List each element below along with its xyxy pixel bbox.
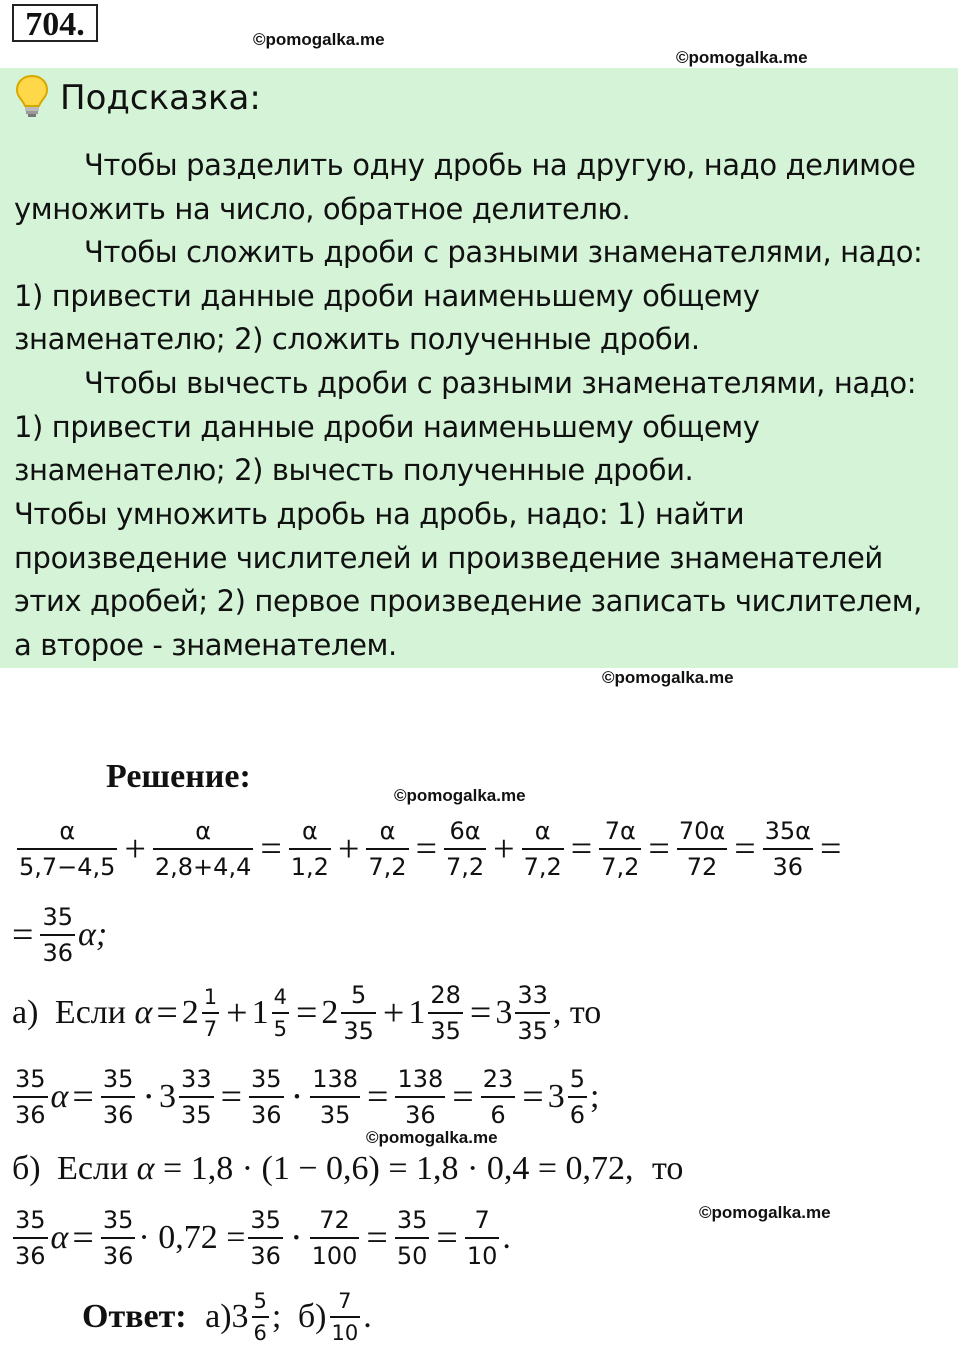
- fraction: $\frac{35}{36}$: [250, 1206, 281, 1270]
- fraction: $\frac{33}{35}$: [517, 981, 548, 1045]
- hint-title: Подсказка:: [60, 78, 261, 118]
- fraction: $\frac{23}{6}$: [482, 1065, 514, 1129]
- solution-line-2: = $\frac{35}{36}$ α;: [12, 903, 108, 967]
- fraction: $\frac{35}{50}$: [396, 1206, 428, 1270]
- fraction: $\frac{\alpha}{7,2}$: [523, 817, 562, 881]
- hint-line: 1) привести данные дроби наименьшему общему: [14, 410, 760, 444]
- fraction: $\frac{1}{7}$: [203, 985, 218, 1041]
- hint-line: Чтобы умножить дробь на дробь, надо: 1) найти: [14, 497, 745, 531]
- fraction: $\frac{5}{6}$: [569, 1065, 585, 1129]
- fraction: $\frac{35}{36}$: [102, 1206, 134, 1270]
- answer: Ответ: а)3 $\frac{5}{6}$ ; б) $\frac{7}{10}$ .: [82, 1289, 372, 1345]
- fraction: $\frac{\alpha}{2,8+4,4}$: [154, 817, 252, 881]
- fraction: $\frac{5}{6}$: [253, 1289, 267, 1345]
- hint-line: Чтобы вычесть дроби с разными знаменателями, надо:: [84, 366, 917, 400]
- watermark: ©pomogalka.me: [366, 1128, 498, 1147]
- hint-line: умножить на число, обратное делителю.: [14, 192, 631, 226]
- part-a-condition: а) Если α = 2 $\frac{1}{7}$ + 1 $\frac{4}{5}$ = 2 $\frac{5}{35}$ + 1 $\frac{28}{35}$ = 3 $\frac{33}{35}$ , то: [12, 981, 602, 1045]
- fraction: $\frac{72}{100}$: [311, 1206, 358, 1270]
- lightbulb-icon: [14, 74, 50, 118]
- hint-line: Чтобы сложить дроби с разными знаменателями, надо:: [84, 235, 923, 269]
- solution-title: Решение:: [106, 758, 251, 795]
- fraction: $\frac{4}{5}$: [273, 985, 287, 1041]
- fraction: $\frac{\alpha}{5,7-4,5}$: [19, 817, 116, 881]
- fraction: $\frac{138}{36}$: [397, 1065, 444, 1129]
- part-b-condition: б) Если α = 1,8 · (1 − 0,6) = 1,8 · 0,4 = 0,72, то: [12, 1150, 684, 1188]
- fraction: $\frac{7}{10}$: [466, 1206, 498, 1270]
- watermark: ©pomogalka.me: [699, 1203, 831, 1222]
- part-a-calculation: $\frac{35}{36}$ α = $\frac{35}{36}$ · 3 $\frac{33}{35}$ = $\frac{35}{36}$ · $\frac{138}{35}$ = $\frac{138}{36}$ = $\frac{23}{6}$ = 3 $\frac{5}{6}$ ;: [15, 1065, 600, 1129]
- fraction: $\frac{\alpha}{7,2}$: [368, 817, 407, 881]
- fraction: $\frac{35}{36}$: [42, 903, 73, 967]
- hint-line: произведение числителей и произведение знаменателей: [14, 541, 883, 575]
- fraction: $\frac{6\alpha}{7,2}$: [446, 817, 485, 881]
- fraction: $\frac{\alpha}{1,2}$: [290, 817, 329, 881]
- solution-line-1: $\frac{\alpha}{5,7-4,5}$ + $\frac{\alpha}{2,8+4,4}$ = $\frac{\alpha}{1,2}$ + $\frac{\alpha}{7,2}$ = $\frac{6\alpha}{7,2}$ + $\frac{\alpha}{7,2}$ = $\frac{7\alpha}{7,2}$ = $\frac{70\alpha}{72}$ = $\frac{35\alpha}{36}$ =: [19, 817, 842, 881]
- hint-line: знаменателю; 2) вычесть полученные дроби.: [14, 453, 694, 487]
- fraction: $\frac{7}{10}$: [331, 1289, 359, 1345]
- watermark: ©pomogalka.me: [394, 786, 526, 805]
- hint-box: [0, 68, 958, 668]
- fraction: $\frac{35}{36}$: [15, 1065, 46, 1129]
- fraction: $\frac{35}{36}$: [251, 1065, 282, 1129]
- answer-label: Ответ:: [82, 1298, 187, 1335]
- hint-line: знаменателю; 2) сложить полученные дроби.: [14, 322, 700, 356]
- watermark: ©pomogalka.me: [676, 48, 808, 67]
- fraction: $\frac{7\alpha}{7,2}$: [601, 817, 640, 881]
- fraction: $\frac{35}{36}$: [15, 1206, 46, 1270]
- fraction: $\frac{35\alpha}{36}$: [764, 817, 811, 881]
- fraction: $\frac{70\alpha}{72}$: [678, 817, 726, 881]
- fraction: $\frac{33}{35}$: [181, 1065, 212, 1129]
- problem-number: 704.: [12, 4, 98, 42]
- hint-line: а второе - знаменателем.: [14, 628, 397, 662]
- watermark: ©pomogalka.me: [602, 668, 734, 687]
- fraction: $\frac{138}{35}$: [312, 1065, 359, 1129]
- fraction: $\frac{28}{35}$: [430, 981, 461, 1045]
- hint-line: этих дробей; 2) первое произведение записать числителем,: [14, 584, 922, 618]
- fraction: $\frac{5}{35}$: [343, 981, 374, 1045]
- watermark: ©pomogalka.me: [253, 30, 385, 49]
- part-b-calculation: $\frac{35}{36}$ α = $\frac{35}{36}$ · 0,72 = $\frac{35}{36}$ · $\frac{72}{100}$ = $\frac{35}{50}$ = $\frac{7}{10}$ .: [15, 1206, 511, 1270]
- hint-line: Чтобы разделить одну дробь на другую, надо делимое: [84, 148, 916, 182]
- hint-line: 1) привести данные дроби наименьшему общему: [14, 279, 760, 313]
- fraction: $\frac{35}{36}$: [102, 1065, 134, 1129]
